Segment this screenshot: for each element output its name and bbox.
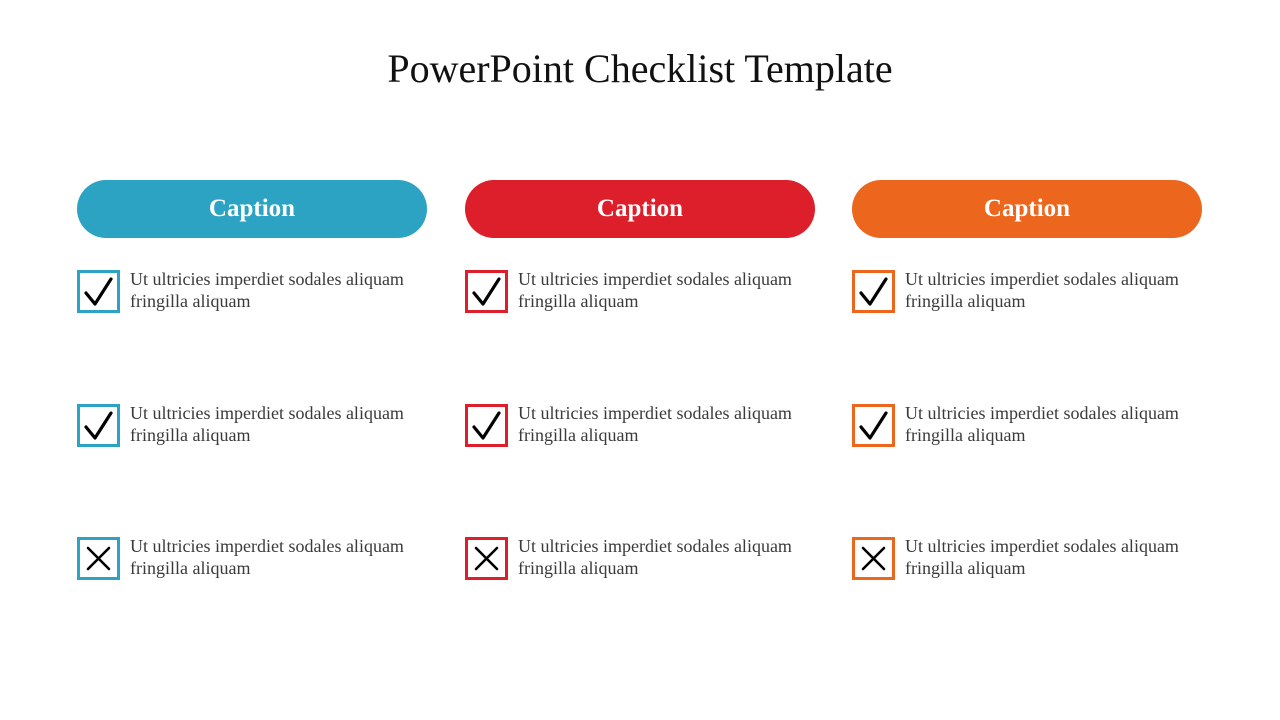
checkbox-icon xyxy=(465,537,508,580)
checklist-item xyxy=(465,537,817,585)
cross-icon xyxy=(855,540,892,577)
checkmark-icon xyxy=(855,273,892,310)
checkbox-icon xyxy=(852,537,895,580)
checkmark-icon xyxy=(80,407,117,444)
checkbox-icon xyxy=(465,404,508,447)
checklist-item-text: Ut ultricies imperdiet sodales aliquam fringilla aliquam xyxy=(905,403,1179,445)
checkmark-icon xyxy=(80,273,117,310)
checklist-column-3 xyxy=(852,180,1204,578)
checkbox-icon xyxy=(77,404,120,447)
checkbox-icon xyxy=(77,270,120,313)
cross-icon xyxy=(468,540,505,577)
checklist-column-2 xyxy=(465,180,817,578)
checklist-item xyxy=(852,404,1204,452)
checklist-item-text: Ut ultricies imperdiet sodales aliquam fringilla aliquam xyxy=(130,403,404,445)
checkbox-icon xyxy=(465,270,508,313)
checklist-item-text: Ut ultricies imperdiet sodales aliquam fringilla aliquam xyxy=(518,269,792,311)
checklist-item-text: Ut ultricies imperdiet sodales aliquam fringilla aliquam xyxy=(130,269,404,311)
checklist-item xyxy=(465,404,817,452)
checklist-item xyxy=(852,270,1204,318)
caption-pill: Caption xyxy=(852,180,1202,238)
slide-title: PowerPoint Checklist Template xyxy=(387,46,893,91)
checklist-item xyxy=(77,404,429,452)
checklist-item-text: Ut ultricies imperdiet sodales aliquam fringilla aliquam xyxy=(518,403,792,445)
checklist-item xyxy=(852,537,1204,585)
checkbox-icon xyxy=(852,404,895,447)
checklist-column-1 xyxy=(77,180,429,578)
checkbox-icon xyxy=(852,270,895,313)
checkmark-icon xyxy=(468,273,505,310)
checklist-item xyxy=(77,537,429,585)
checkbox-icon xyxy=(77,537,120,580)
checkmark-icon xyxy=(855,407,892,444)
checklist-item xyxy=(465,270,817,318)
caption-pill: Caption xyxy=(77,180,427,238)
checklist-item xyxy=(77,270,429,318)
checklist-item-text: Ut ultricies imperdiet sodales aliquam fringilla aliquam xyxy=(905,536,1179,578)
caption-pill: Caption xyxy=(465,180,815,238)
cross-icon xyxy=(80,540,117,577)
checkmark-icon xyxy=(468,407,505,444)
checklist-item-text: Ut ultricies imperdiet sodales aliquam fringilla aliquam xyxy=(130,536,404,578)
checklist-item-text: Ut ultricies imperdiet sodales aliquam fringilla aliquam xyxy=(518,536,792,578)
checklist-item-text: Ut ultricies imperdiet sodales aliquam fringilla aliquam xyxy=(905,269,1179,311)
